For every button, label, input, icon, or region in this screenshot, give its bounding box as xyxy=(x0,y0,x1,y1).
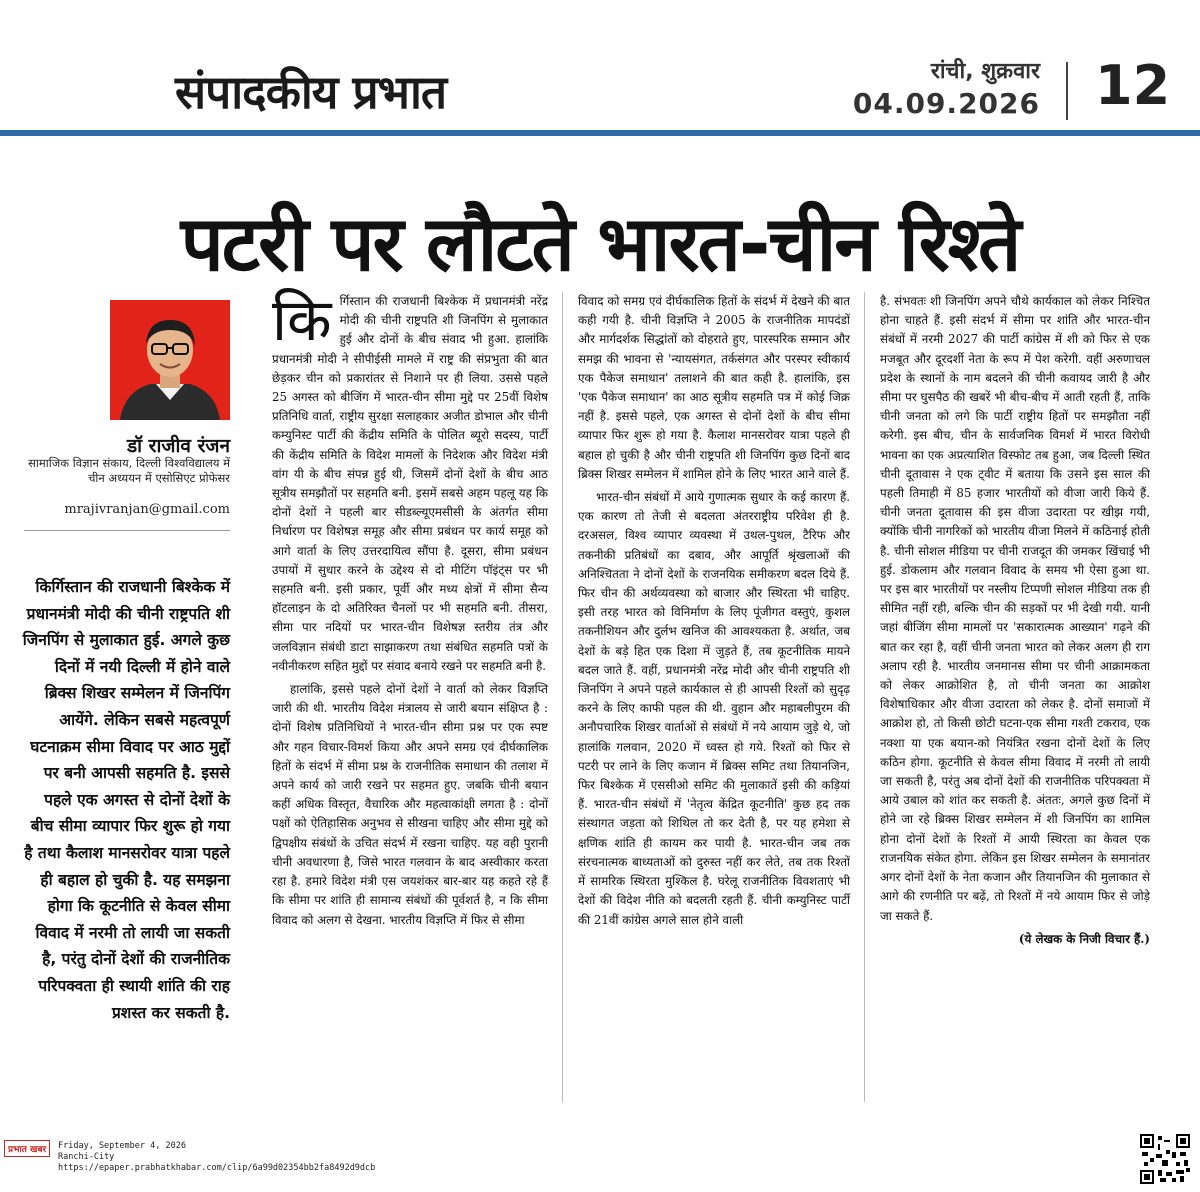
clip-url[interactable]: https://epaper.prabhatkhabar.com/clip/6a99d02354bb2fa8492d9dcb xyxy=(58,1163,376,1173)
qr-code-icon[interactable] xyxy=(1140,1134,1190,1184)
accent-rule xyxy=(0,130,1200,136)
article-column-3 xyxy=(880,292,1150,953)
masthead xyxy=(0,0,1200,140)
column-divider xyxy=(864,292,865,1102)
article-column-1 xyxy=(272,286,548,934)
brand-name: प्रभात खबर xyxy=(4,1140,50,1157)
city-day: रांची, शुक्रवार xyxy=(930,59,1040,84)
headline: पटरी पर लौटते भारत-चीन रिश्ते xyxy=(180,199,1020,288)
issue-date: 04.09.2026 xyxy=(852,87,1040,120)
article-paragraph: हालांकि, इससे पहले दोनों देशों ने वार्ता को लेकर विज्ञप्ति जारी की थी. भारतीय विदेश मंत्रालय से जारी बयान संक्षिप्त है : दोनों विशेष प्रतिनिधियों ने भारत-चीन सीमा प्रश्न पर एक स्पष्ट और गहन विचार-विमर्श किया और अपने समग्र एवं दीर्घकालिक हितों के संदर्भ में सीमा प्रश्न के राजनीतिक समाधान की तलाश में अपने कार्य को जारी रखने पर सहमत हुए. जबकि चीनी बयान कहीं अधिक विस्तृत, वैचारिक और महत्वाकांक्षी लगता है : दोनों पक्षों को ऐतिहासिक अनुभव से सीखना चाहिए और सीमा मुद्दे को द्विपक्षीय संबंधों के उचित संदर्भ में रखना चाहिए. यह वही पुरानी चीनी अवधारणा है, जिसे भारत गलवान के बाद अस्वीकार करता रहा है. हमारे विदेश मंत्री एस जयशंकर बार-बार यह कहते रहे हैं कि सीमा पर शांति ही सामान्य संबंधों की पूर्वशर्त है, न कि सीमा विवाद को अलग से देखना. भारतीय विज्ञप्ति में फिर से सीमा xyxy=(272,682,548,927)
disclaimer: (ये लेखक के निजी विचार हैं.) xyxy=(1018,931,1150,946)
drop-cap: कि xyxy=(272,286,332,354)
author-designation: सामाजिक विज्ञान संकाय, दिल्ली विश्वविद्यालय में चीन अध्ययन में एसोसिएट प्रोफेसर xyxy=(28,456,230,485)
column-divider xyxy=(562,292,563,1102)
article-column-2 xyxy=(578,292,850,934)
author-photo xyxy=(110,300,230,420)
author-email: mrajivranjan@gmail.com xyxy=(64,502,230,517)
clip-edition: Ranchi-City xyxy=(58,1152,115,1162)
clip-date: Friday, September 4, 2026 xyxy=(58,1141,186,1151)
author-name: डॉ राजीव रंजन xyxy=(126,435,230,457)
dateline xyxy=(853,55,1040,120)
author-portrait-icon xyxy=(110,300,230,420)
article-paragraph: विवाद को समग्र एवं दीर्घकालिक हितों के संदर्भ में देखने की बात कही गयी है. चीनी विज्ञप्ति ने 2005 के राजनीतिक मापदंडों और मार्गदर्शक सिद्धांतों को दोहराते हुए, पारस्परिक सम्मान और समझ की भावना से 'न्यायसंगत, तर्कसंगत और परस्पर स्वीकार्य एक पैकेज समाधान' तलाशने की बात कही है. हालांकि, इस 'एक पैकेज समाधान' का आठ सूत्रीय सहमति पत्र में कोई जिक्र नहीं है. इससे पहले, एक अगस्त से दोनों देशों के बीच सीमा व्यापार फिर शुरू हो गया है. कैलाश मानसरोवर यात्रा पहले ही बहाल हो चुकी है और चीनी राष्ट्रपति शी जिनपिंग कुछ दिनों बाद ब्रिक्स शिखर सम्मेलन में शामिल होने के लिए भारत आने वाले हैं. xyxy=(578,294,850,481)
article-paragraph xyxy=(272,286,548,676)
article-paragraph: भारत-चीन संबंधों में आये गुणात्मक सुधार के कई कारण हैं. एक कारण तो तेजी से बदलता अंतरराष्ट्रीय परिवेश ही है. दरअसल, विश्व व्यापार व्यवस्था में उथल-पुथल, टैरिफ और तकनीकी प्रतिबंधों का दबाव, और आपूर्ति श्रृंखलाओं की अनिश्चितता ने दोनों देशों के राजनयिक समीकरण बदल दिये हैं. फिर चीन की अर्थव्यवस्था को बाजार और स्थिरता भी चाहिए. इसी तरह भारत को विनिर्माण के लिए पूंजीगत वस्तुएं, कुशल तकनीशियन और दुर्लभ खनिज की आवश्यकता है. अर्थात, जब देशों के बड़े हित एक दिशा में जुड़ते हैं, तब कूटनीतिक मायने बदल जाते हैं. वहीं, प्रधानमंत्री नरेंद्र मोदी और चीनी राष्ट्रपति शी जिनपिंग ने अपने पहले कार्यकाल से ही आपसी रिश्तों को सुदृढ़ करने के लिए काफी पहल की थी. वुहान और महाबलीपुरम की अनौपचारिक शिखर वार्ताओं से संबंधों में नये आयाम जुड़े थे, जो हालांकि गलवान, 2020 में ध्वस्त हो गये. रिश्तों को फिर से पटरी पर लाने के लिए कजान में ब्रिक्स समिट तथा तियानजिन, फिर बिश्केक में एससीओ समिट की मुलाकातें इसी की कड़ियां हैं. भारत-चीन संबंधों में 'नेतृत्व केंद्रित कूटनीति' कुछ हद तक संस्थागत जड़ता को शिथिल तो कर देती है, पर यह हमेशा से क्षणिक शांति ही कायम कर पायी है. भारत-चीन जब तक संरचनात्मक बाध्यताओं को दुरुस्त नहीं कर लेते, तब तक रिश्तों में सामरिक स्थिरता मुश्किल है. घरेलू राजनीतिक विवशताएं भी देशों की विदेश नीति को बदलती रहती हैं. चीनी कम्युनिस्ट पार्टी की 21वीं कांग्रेस अगले साल होने वाली xyxy=(578,490,850,927)
masthead-divider xyxy=(1066,62,1068,120)
paragraph-text: र्गिस्तान की राजधानी बिश्केक में प्रधानमंत्री नरेंद्र मोदी की चीनी राष्ट्रपति शी जिनपिंग से मुलाकात हुई और दोनों के बीच संवाद भी हुआ. हालांकि प्रधानमंत्री मोदी ने सीपीईसी मामले में राष्ट्र की संप्रभुता की बात छेड़कर चीन को प्रकारांतर से निशाने पर ही लिया. उससे पहले 25 अगस्त को बीजिंग में भारत-चीन सीमा मुद्दे पर 25वीं विशेष प्रतिनिधि वार्ता, राष्ट्रीय सुरक्षा सलाहकार अजीत डोभाल और चीनी कम्युनिस्ट पार्टी की केंद्रीय समिति के पोलित ब्यूरो सदस्य, पार्टी की केंद्रीय समिति के विदेश मामलों के निदेशक और विदेश मंत्री वांग यी के बीच संपन्न हुई थी, जिसमें दोनों देशों के बीच आठ सूत्रीय समझौतों पर सहमति बनी. इसमें सबसे अहम पहलू यह कि दोनों देशों ने पहली बार सीडब्ल्यूएमसीसी के अंतर्गत सीमा निर्धारण पर विशेषज्ञ समूह और सीमा प्रबंधन पर कार्य समूह को आगे वार्ता के लिए उत्तरदायित्व सौंपा है. दूसरा, सीमा प्रबंधन उपायों में सुधार करने के उद्देश्य से दो मीटिंग पॉइंट्स पर भी सहमति बनी. इसी प्रकार, पूर्वी और मध्य क्षेत्रों में सीमा सैन्य हॉटलाइन के दो अतिरिक्त चैनलों पर भी सहमति बनी. तीसरा, सीमा पार नदियों पर भारत-चीन विशेषज्ञ स्तरीय तंत्र और जलविज्ञान संबंधी डाटा साझाकरण तथा संबंधित सहमति पत्रों के नवीनीकरण सहित मुद्दों पर संवाद बनाये रखने पर सहमति बनी है. xyxy=(272,294,548,673)
pullquote: किर्गिस्तान की राजधानी बिश्केक में प्रधानमंत्री मोदी की चीनी राष्ट्रपति शी जिनपिंग से मुलाकात हुई. अगले कुछ दिनों में नयी दिल्ली में होने वाले ब्रिक्स शिखर सम्मेलन में जिनपिंग आयेंगे. लेकिन सबसे महत्वपूर्ण घटनाक्रम सीमा विवाद पर आठ मुद्दों पर बनी आपसी सहमति है. इससे पहले एक अगस्त से दोनों देशों के बीच सीमा व्यापार फिर शुरू हो गया है तथा कैलाश मानसरोवर यात्रा पहले ही बहाल हो चुकी है. यह समझना होगा कि कूटनीति से केवल सीमा विवाद में नरमी तो लायी जा सकती है, परंतु दोनों देशों की राजनीतिक परिपक्वता ही स्थायी शांति की राह प्रशस्त कर सकती है. xyxy=(22,578,230,1022)
section-title: संपादकीय प्रभात xyxy=(175,65,447,119)
article-paragraph: है. संभवतः शी जिनपिंग अपने चौथे कार्यकाल को लेकर निश्चित होना चाहते हैं. इसी संदर्भ में सीमा पर शांति और भारत-चीन संबंधों में नरमी 2027 की पार्टी कांग्रेस में शी को फिर से एक मजबूत और दूरदर्शी नेता के रूप में पेश करेगी. वहीं अरुणाचल प्रदेश के स्थानों के नाम बदलने की चीनी कवायद जारी है और सीमा पर घुसपैठ की खबरें भी बीच-बीच में आती रहती हैं, ताकि चीनी जनता को लगे कि पार्टी राष्ट्रीय हितों पर समझौता नहीं करेगी. इस बीच, चीन के सार्वजनिक विमर्श में भारत विरोधी भावना का एक अप्रत्याशित विस्फोट तब हुआ, जब दिल्ली स्थित चीनी दूतावास ने एक ट्वीट में बताया कि उसने इस साल की पहली तिमाही में 85 हजार भारतीयों को वीजा जारी किये हैं. चीनी जनता दूतावास की इस वीजा उदारता पर खीझ गयी, क्योंकि चीनी नागरिकों को भारतीय वीजा मिलने में कठिनाई होती है. चीनी सोशल मीडिया पर चीनी राजदूत की जमकर खिंचाई भी हुई. डोकलाम और गलवान विवाद के समय भी ऐसा हुआ था. पर इस बार भारतीयों पर नस्लीय टिप्पणी सोशल मीडिया तक ही सीमित नहीं रही, बल्कि चीन की सड़कों पर भी देखी गयी. यानी जहां बीजिंग सीमा मामलों पर 'सकारात्मक आख्यान' गढ़ने की बात कर रहा है, वहीं चीनी जनता भारत को लेकर अलग ही राग अलाप रही है. भारतीय जनमानस सीमा पर चीनी आक्रामकता को लेकर आक्रोशित है, तो चीनी जनता का आक्रोश विशेषाधिकार और वीजा उदारता को लेकर है. दोनों समाजों में आक्रोश हो, तो किसी छोटी घटना-एक सीमा गश्ती टकराव, एक नक्शा या एक बयान-को नियंत्रित रखना दोनों देशों के लिए कठिन होगा. कूटनीति से केवल सीमा विवाद में नरमी तो लायी जा सकती है, परंतु अब दोनों देशों की राजनीतिक परिपक्वता में आये उबाल को शांत कर सकती है. अंततः, अगले कुछ दिनों में होने जा रहे ब्रिक्स शिखर सम्मेलन में शी जिनपिंग का शामिल होना दोनों देशों के रिश्तों में आयी स्थिरता का केवल एक राजनयिक संकेत होगा. लेकिन इस शिखर सम्मेलन के समानांतर अगर दोनों देशों के नेता कजान और तियानजिन की मुलाकात से आगे की रणनीति पर बढ़ें, तो रिश्तों में नये आयाम फिर से जोड़े जा सकते हैं. xyxy=(880,294,1150,923)
author-divider xyxy=(24,530,230,531)
page-number: 12 xyxy=(1095,54,1171,117)
clip-info xyxy=(58,1141,375,1174)
